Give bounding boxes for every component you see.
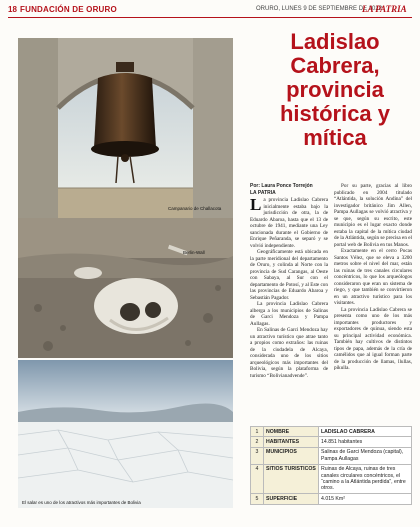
dateline: ORURO, LUNES 9 DE SEPTIEMBRE DE 2022 <box>256 6 383 12</box>
headline: Ladislao Cabrera, provincia histórica y mítica <box>279 29 391 150</box>
bell-photo-caption: Campanario de Challacota <box>168 206 222 211</box>
row-value: LADISLAO CABRERA <box>319 427 412 437</box>
header-rule <box>8 17 412 18</box>
row-key: SUPERFICIE <box>264 494 319 504</box>
row-value: Salinas de Garci Mendoza (capital), Pampa Aullagas <box>319 447 412 464</box>
row-number: 2 <box>251 437 264 447</box>
paragraph: Por su parte, gracias al libro publicado en 2004 titulado “Atlántida, la solución Andina” del investigador británico Jim Allen, Pampa Aullagas se volvió atractiva y se que, según su escrito, este municipio es el lugar exacto donde estaba la capital de la mítica ciudad de la Atlántida, según se precisa en el portal web de Bolivia en tus Manos. <box>334 183 412 248</box>
paragraph: En Salinas de Garci Mendoza hay un atractivo turístico que atrae tanto a propios como extraños: las ruinas de la ciudadela de Alcaya, considerada uno de los sitios arqueológicos más importantes del Bolivia, según la plataforma de turismo “Bolivianadvende”. <box>250 327 328 379</box>
row-key: MUNICIPIOS <box>264 447 319 464</box>
row-number: 5 <box>251 494 264 504</box>
table-row <box>251 437 412 447</box>
bell-illustration <box>18 38 233 218</box>
paragraph: Geográficamente está ubicada en la parte meridional del departamento de Oruro, y colinda al Norte con la provincia de Sud Carangas, al Oeste con Sabaya, al Sur con el departamento de Potosí, y al Este con las provincias de Eduardo Abaroa y Sebastián Pagador. <box>250 249 328 301</box>
skull-photo <box>18 218 233 358</box>
row-value: 14.851 habitantes <box>319 437 412 447</box>
table-row <box>251 427 412 437</box>
row-key: NOMBRE <box>264 427 319 437</box>
top-bar <box>0 0 420 22</box>
article-column-1 <box>250 197 328 379</box>
skull-illustration <box>18 218 233 358</box>
salt-flat-illustration <box>18 360 233 508</box>
row-key: HABITANTES <box>264 437 319 447</box>
drop-cap: L <box>250 195 262 214</box>
table-row <box>251 464 412 494</box>
row-key: SITIOS TURISTICOS <box>264 464 319 494</box>
byline: Por: Laura Ponce Torrejón <box>250 183 313 189</box>
row-number: 3 <box>251 447 264 464</box>
newspaper-name: LA PATRIA <box>362 4 407 14</box>
byline-source: LA PATRIA <box>250 190 276 196</box>
article-column-2 <box>334 183 412 372</box>
salt-flat-photo <box>18 360 233 508</box>
row-number: 4 <box>251 464 264 494</box>
paragraph: La provincia Ladislao Cabrera inicialmente estaba bajo la jurisdicción de otra, la de Eduardo Abaroa, hasta que el 13 de octubre de 1941, mediante una Ley sancionada durante el Gobierno de Enrique Peñaranda, se separó y se volvió independiente. <box>250 195 328 249</box>
paragraph: Exactamente en el cerro Pocas Santos Vélez, que se eleva a 3200 metros sobre el nivel del mar, están las ruinas de tres canales circulares concéntricos, lo que los arqueólogos consideraron que eran un sistema de riego, y que también se convirtieron en un atractivo turístico para los visitantes. <box>334 248 412 306</box>
skull-photo-caption: Berlin-Wall <box>183 250 205 255</box>
page-number: 18 <box>8 5 17 14</box>
section-title: FUNDACIÓN DE ORURO <box>20 5 117 14</box>
row-number: 1 <box>251 427 264 437</box>
row-value: Ruinas de Alcaya, ruinas de tres canales circulares concéntricos, el “camino a la Atlántida perdida”, entre otros. <box>319 464 412 494</box>
salt-photo-caption: El salar es uno de los atractivos más importantes de Bolivia <box>22 500 141 505</box>
paragraph: La provincia Ladislao Cabrera se presenta como uno de los más importantes productores y exportadores de quinua, siendo esta su principal actividad económica. También hay cultivos de distintos tipos de papa, además de la cría de camélidos que al igual forman parte de la producción de llamas, llullas, pikulla. <box>334 306 412 371</box>
facts-table <box>250 426 412 505</box>
bell-tower-photo <box>18 38 233 218</box>
table-row <box>251 494 412 504</box>
paragraph: La provincia Ladislao Cabrera alberga a los municipios de Salinas de Garci Mendoza y Pampa Aullagas. <box>250 301 328 327</box>
table-row <box>251 447 412 464</box>
row-value: 4.015 Km² <box>319 494 412 504</box>
